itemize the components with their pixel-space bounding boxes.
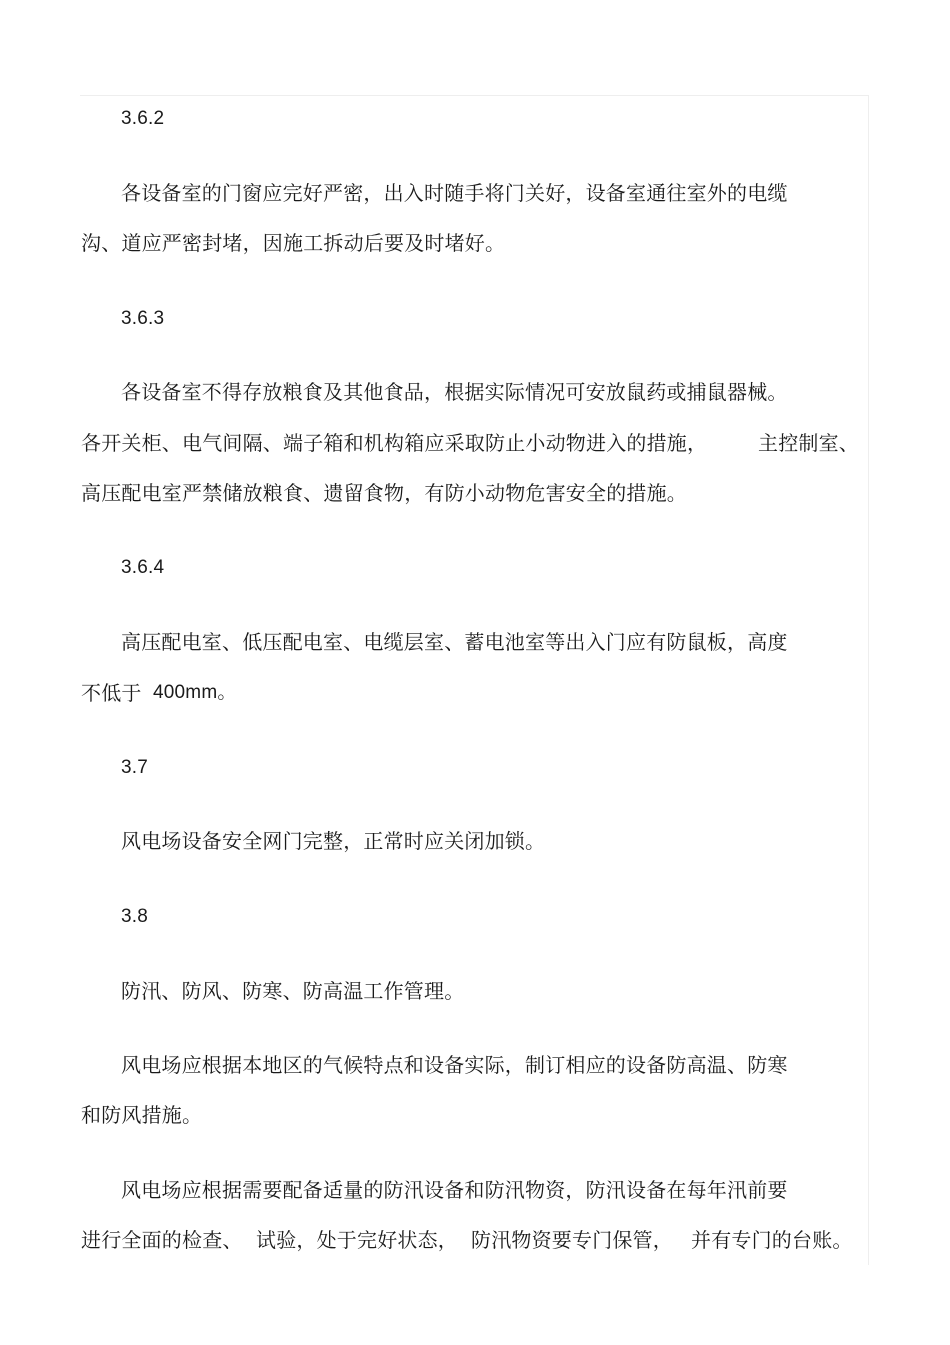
paragraph-line: 风电场设备安全网门完整，正常时应关闭加锁。 bbox=[121, 829, 546, 853]
section-number: 3.7 bbox=[121, 757, 149, 778]
section-number: 3.6.2 bbox=[121, 108, 165, 129]
paragraph-line: 各设备室的门窗应完好严密，出入时随手将门关好，设备室通往室外的电缆 bbox=[121, 181, 788, 205]
paragraph-line: 各设备室不得存放粮食及其他食品，根据实际情况可安放鼠药或捕鼠器械。 bbox=[121, 380, 788, 404]
paragraph-line: 防汛物资要专门保管， bbox=[471, 1228, 673, 1252]
paragraph-line: 400mm。 bbox=[153, 682, 237, 703]
paragraph-line: 进行全面的检查、 bbox=[81, 1228, 243, 1252]
paragraph-line: 并有专门的台账。 bbox=[691, 1228, 853, 1252]
paragraph-line: 风电场应根据需要配备适量的防汛设备和防汛物资，防汛设备在每年汛前要 bbox=[121, 1178, 788, 1202]
section-number: 3.6.4 bbox=[121, 557, 165, 578]
section-number: 3.8 bbox=[121, 906, 149, 927]
paragraph-line: 主控制室、 bbox=[758, 431, 859, 455]
paragraph-line: 试验，处于完好状态， bbox=[256, 1228, 458, 1252]
paragraph-line: 各开关柜、电气间隔、端子箱和机构箱应采取防止小动物进入的措施， bbox=[81, 431, 708, 455]
paragraph-line: 不低于 bbox=[81, 681, 142, 705]
section-number: 3.6.3 bbox=[121, 308, 165, 329]
paragraph-line: 沟、道应严密封堵，因施工拆动后要及时堵好。 bbox=[81, 231, 506, 255]
paragraph-line: 高压配电室、低压配电室、电缆层室、蓄电池室等出入门应有防鼠板，高度 bbox=[121, 630, 788, 654]
paragraph-line: 高压配电室严禁储放粮食、遗留食物，有防小动物危害安全的措施。 bbox=[81, 481, 687, 505]
paragraph-line: 风电场应根据本地区的气候特点和设备实际，制订相应的设备防高温、防寒 bbox=[121, 1053, 788, 1077]
paragraph-line: 和防风措施。 bbox=[81, 1103, 203, 1127]
paragraph-line: 防汛、防风、防寒、防高温工作管理。 bbox=[121, 979, 465, 1003]
page-frame bbox=[80, 95, 869, 1265]
